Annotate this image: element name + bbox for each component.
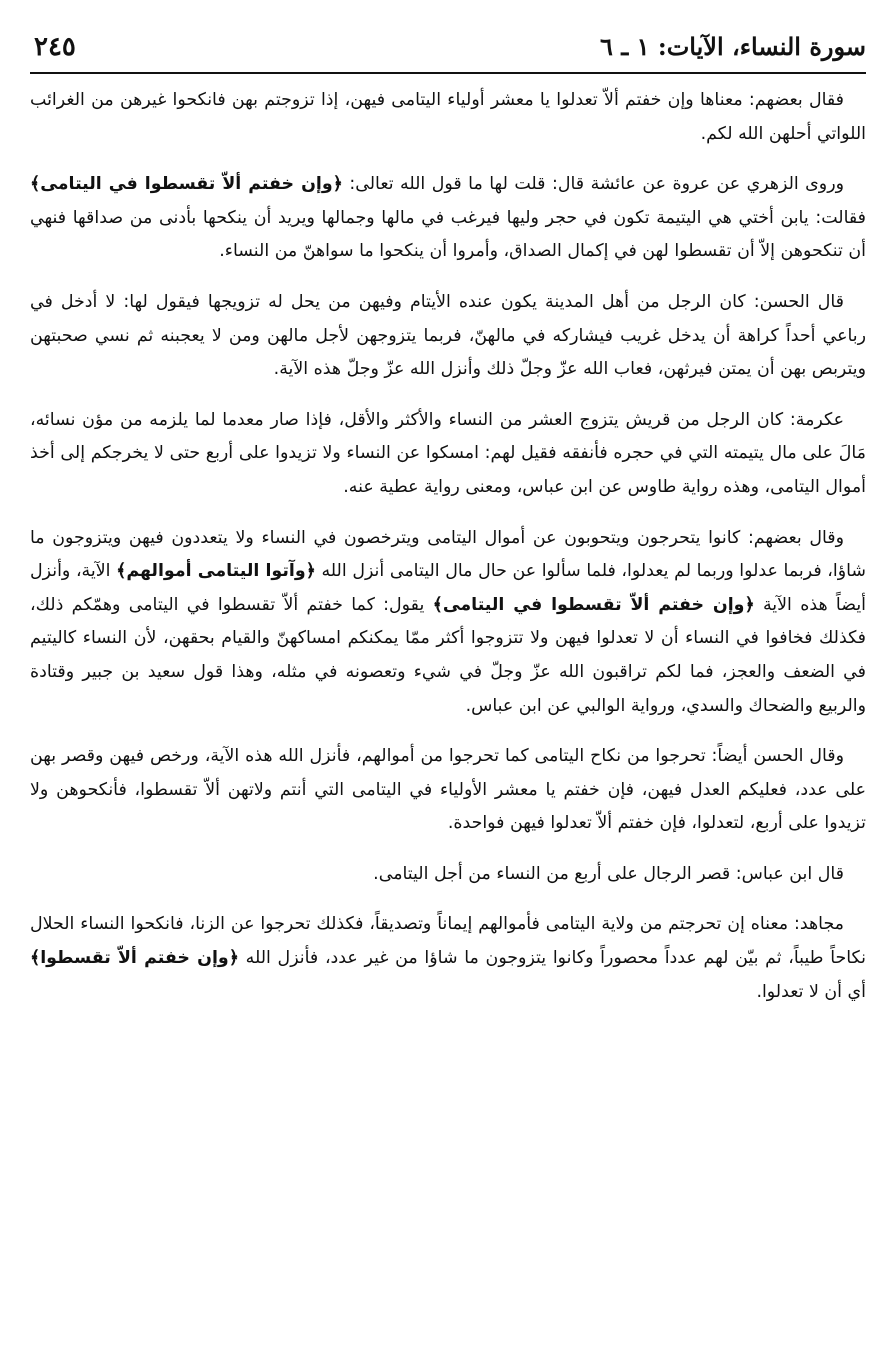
paragraph-2 [30,168,866,269]
text-segment: الآية، وأنزل أيضاً هذه الآية [30,561,866,615]
paragraph-1 [30,84,866,151]
quran-quote: ﴿وآتوا اليتامى أموالهم﴾ [116,561,316,582]
body-text [30,84,866,1026]
quran-quote: ﴿وإن خفتم ألاّ تقسطوا في اليتامى﴾ [432,594,755,615]
page-number: ٢٤٥ [34,32,76,62]
paragraph-8 [30,908,866,1009]
paragraph-3 [30,286,866,387]
text-segment: وقال الحسن أيضاً: تحرجوا من نكاح اليتامى كما تحرجوا من أموالهم، فأنزل الله هذه الآية، ورخص فيهن وقصر بهن على عدد، فعليكم العدل فيهن، فإن خفتم يا معشر الأولياء في اليتامى التي أنتم ولاتهن ألاّ تقسطوا، فأنكحوهن ولا تزيدوا على أربع، لتعدلوا، فإن خفتم ألاّ تعدلوا فيهن فواحدة. [30,746,866,834]
page-header [30,28,866,74]
paragraph-5 [30,522,866,724]
text-segment: عكرمة: كان الرجل من قريش يتزوج العشر من النساء والأكثر والأقل، فإذا صار معدما لما يلزمه من مؤن نسائه، مَالَ على مال يتيمته التي في حجره فأنفقه فقيل لهم: امسكوا عن النساء ولا تزيدوا على أربع حتى لا يخرجكم إلى أخذ أموال اليتامى، وهذه رواية طاوس عن ابن عباس، ومعنى رواية عطية عنه. [30,409,866,497]
text-segment: يقول: كما خفتم ألاّ تقسطوا في اليتامى وهمّكم ذلك، فكذلك فخافوا في النساء أن لا تعدلوا فيهن ولا تتزوجوا أكثر ممّا يمكنكم امساكهنّ والقيام بحقهن، لأن النساء كاليتيم في الضعف والعجز، فما لكم تراقبون الله عزّ وجلّ في شيء وتعصونه في مثله، وهذا قول سعيد بن جبير وقتادة والربيع والضحاك والسدي، ورواية الوالبي عن ابن عباس. [30,594,866,716]
text-segment: وقال بعضهم: كانوا يتحرجون ويتحوبون عن أموال اليتامى ويترخصون في النساء ولا يتعددون فيهن ويتزوجون ما شاؤا، فربما عدلوا وربما لم يعدلوا، فلما سألوا عن حال مال اليتامى أنزل الله [30,527,866,582]
text-segment: فقال بعضهم: معناها وإن خفتم ألاّ تعدلوا يا معشر أولياء اليتامى فيهن، إذا تزوجتم بهن فانكحوا غيرهن من الغرائب اللواتي أحلهن الله لكم. [30,90,866,144]
paragraph-4 [30,404,866,505]
paragraph-7 [30,858,866,892]
book-page [30,28,866,1358]
text-segment: وروى الزهري عن عروة عن عائشة قال: قلت لها ما قول الله تعالى: [342,174,844,195]
quran-quote: ﴿وإن خفتم ألاّ تقسطوا﴾ [30,948,239,969]
text-segment: مجاهد: معناه إن تحرجتم من ولاية اليتامى فأموالهم إيماناً وتصديقاً، فكذلك تحرجوا عن الزنا، فانكحوا النساء الحلال نكاحاً طيباً، ثم بيّن لهم عدداً محصوراً وكانوا يتزوجون ما شاؤا من غير عدد، فأنزل الله [30,914,866,969]
quran-quote: ﴿وإن خفتم ألاّ تقسطوا في اليتامى﴾ [30,174,343,195]
text-segment: فقالت: يابن أختي هي اليتيمة تكون في حجر وليها فيرغب في مالها وجمالها ويريد أن ينكحها بأدنى من صداقها فنهي أن تنكحوهن إلاّ أن تقسطوا لهن في إكمال الصداق، وأمروا أن ينكحوا ما سواهنّ من النساء. [30,207,866,262]
text-segment: قال الحسن: كان الرجل من أهل المدينة يكون عنده الأيتام وفيهن من يحل له تزويجها فيقول لها: لا أدخل في رباعي أحداً كراهة أن يدخل غريب فيشاركه في مالهنّ، فربما يتزوجهن لأجل مالهن ومن لا يعجبنه ثم نسي صحبتهن ويتربص بهن أن يمتن فيرثهن، فعاب الله عزّ وجلّ ذلك وأنزل الله عزّ وجلّ هذه الآية. [30,291,866,380]
running-title: سورة النساء، الآيات: ١ ـ ٦ [599,32,866,61]
text-segment: أي أن لا تعدلوا. [756,981,866,1002]
paragraph-6 [30,740,866,841]
text-segment: قال ابن عباس: قصر الرجال على أربع من النساء من أجل اليتامى. [373,863,844,884]
